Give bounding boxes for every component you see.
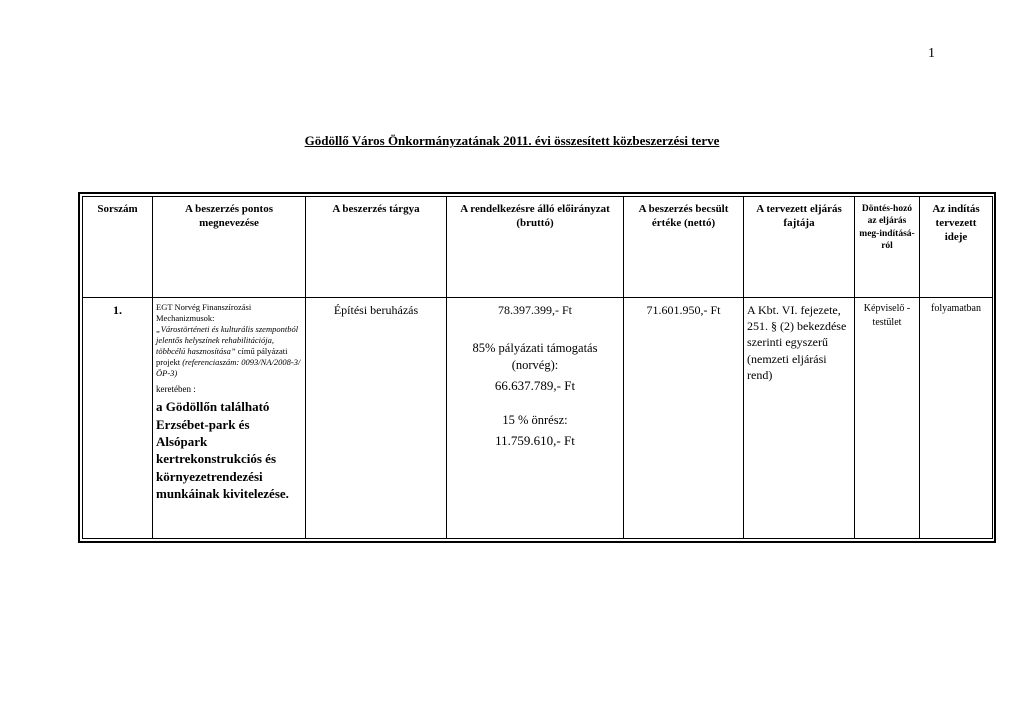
header-inditas: Az indítás tervezett ideje: [920, 197, 993, 298]
document-title: Gödöllő Város Önkormányzatának 2011. évi összesített közbeszerzési terve: [304, 133, 720, 148]
header-targya: A beszerzés tárgya: [306, 197, 447, 298]
cell-eljaras: A Kbt. VI. fejezete, 251. § (2) bekezdése szerinti egyszerű (nemzeti eljárási rend): [744, 298, 855, 539]
project-intro: EGT Norvég Finanszírozási Mechanizmusok:: [156, 302, 252, 324]
cell-dontesho: Képviselő - testület: [855, 298, 920, 539]
header-eljaras: A tervezett eljárás fajtája: [744, 197, 855, 298]
project-after-title: című pályázati projekt: [156, 346, 288, 368]
procurement-table: [82, 196, 993, 539]
project-italic-title: „Várostörténeti és kulturális szempontból jelentős helyszínek rehabilitációja, többcélú hasznosítása”: [156, 324, 299, 357]
project-description: [156, 302, 302, 379]
cell-sorszam: 1.: [83, 298, 153, 539]
budget-support-label: 85% pályázati támogatás (norvég):: [472, 341, 598, 373]
budget-own-label: 15 % önrész:: [502, 413, 568, 428]
header-eloiranyzat: A rendelkezésre álló előirányzat (bruttó): [447, 197, 624, 298]
cell-eloiranyzat: [447, 298, 624, 539]
page-number: 1: [928, 46, 935, 61]
project-bold-text: a Gödöllőn található Erzsébet-park és Alsópark kertrekonstrukciós és környezetrendezési munkáinak kivitelezése.: [156, 399, 289, 501]
header-becsult-ertek: A beszerzés becsült értéke (nettó): [624, 197, 744, 298]
cell-becsult-ertek: 71.601.950,- Ft: [624, 298, 744, 539]
cell-inditas: folyamatban: [920, 298, 993, 539]
header-sorszam: Sorszám: [83, 197, 153, 298]
budget-own-value: 11.759.610,- Ft: [495, 433, 575, 449]
project-reference: (referenciaszám: 0093/NA/2008-3/ÖP-3): [156, 357, 301, 379]
cell-targya: Építési beruházás: [306, 298, 447, 539]
cell-megnevezes: [153, 298, 306, 539]
budget-support-value: 66.637.789,- Ft: [494, 377, 576, 393]
project-keret: keretében :: [156, 384, 196, 395]
table-row: [83, 298, 993, 539]
header-dontesho: Döntés-hozó az eljárás meg-indításá-ról: [855, 197, 920, 298]
budget-total: 78.397.399,- Ft: [497, 303, 572, 317]
procurement-table-frame: [78, 192, 996, 543]
table-header-row: [83, 197, 993, 298]
header-megnevezes: A beszerzés pontos megnevezése: [153, 197, 306, 298]
